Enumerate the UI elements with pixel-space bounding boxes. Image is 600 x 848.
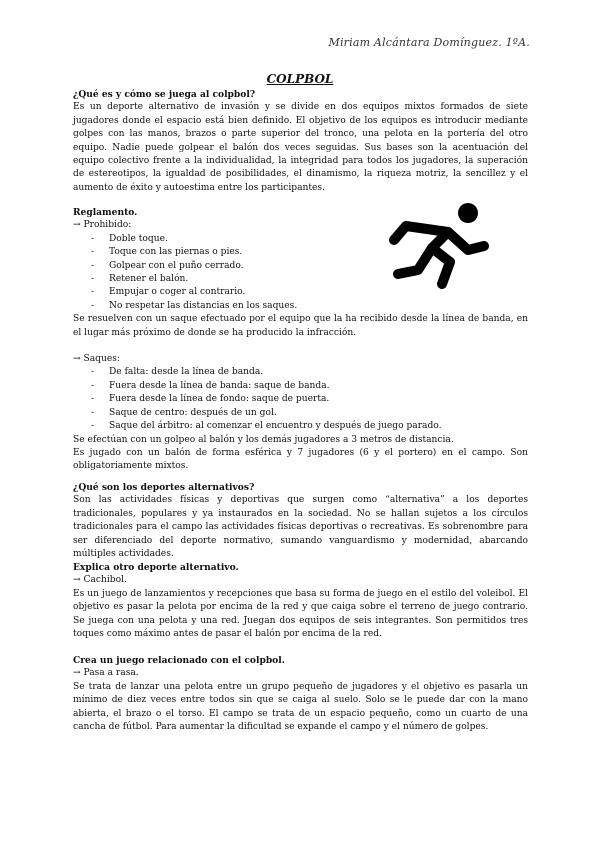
paragraph: Se efectúan con un golpeo al balón y los demás jugadores a 3 metros de distancia. [73,434,454,445]
section-deportes-alternativos [73,481,528,561]
paragraph: Se resuelven con un saque efectuado por el equipo que la ha recibido desde la línea de banda, en el lugar más próximo de donde se ha producido la infracción. [73,314,528,338]
section-heading: ¿Qué es y cómo se juega al colpbol? [73,89,256,100]
section-juego-colpbol [73,654,528,734]
list-item: - Fuera desde la línea de banda: saque de banda. [73,380,528,393]
list-dash: - [91,287,95,298]
list-item: - Fuera desde la línea de fondo: saque de puerta. [73,393,528,406]
paragraph: Es un deporte alternativo de invasión y se divide en dos equipos mixtos formados de siete jugadores donde el espacio está bien definido. El objetivo de los equipos es introducir mediante golpes con las manos, brazos o parte superior del tronco, una pelota en la portería del otro equipo. Nadie puede golpear el balón dos veces seguidas. Sus bases son la acentuación del equipo colectivo frente a la individualidad, la integridad para todos los jugadores, la superación de estereotipos, la igualdad de posibilidades, el dinamismo, la riqueza motriz, la sencillez y el aumento de éxito y autoestima entre los participantes. [73,102,528,193]
section-heading: Crea un juego relacionado con el colpbol. [73,655,285,666]
list-item: - Doble toque. [73,233,528,246]
list-dash: - [91,260,95,271]
page-title: COLPBOL [266,72,334,86]
section-otro-deporte [73,561,528,641]
section-heading: Explica otro deporte alternativo. [73,562,239,573]
author-name: Miriam Alcántara Domínguez. 1ºA. [328,36,530,49]
section-heading: Reglamento. [73,207,138,218]
running-person-icon [380,200,500,290]
list-dash: - [91,300,95,311]
list-item: - Golpear con el puño cerrado. [73,260,528,273]
paragraph: Se trata de lanzar una pelota entre un grupo pequeño de jugadores y el objetivo es pasarla un mínimo de diez veces entre todos sin que se caiga al suelo. Solo se le puede dar con la mano abierta, el brazo o el torso. El campo se trata de un espacio pequeño, como un cuarto de una cancha de fútbol. Para aumentar la dificultad se expande el campo y el número de golpes. [73,681,528,733]
paragraph: Es un juego de lanzamientos y recepciones que basa su forma de juego en el estilo del voleibol. El objetivo es pasar la pelota por encima de la red y que caiga sobre el terreno de juego contrario. Se juega con una pelota y una red. Juegan dos equipos de seis integrantes. Son permitidos tres toques como máximo antes de pasar el balón por encima de la red. [73,588,528,640]
section-colpbol [73,88,528,195]
list-item: - Saque del árbitro: al comenzar el encuentro y después de juego parado. [73,420,528,433]
subheading-saques: → Saques: [73,354,120,365]
list-dash: - [91,233,95,244]
list-item: - Retener el balón. [73,273,528,286]
subheading-prohibido: → Prohibido: [73,220,132,231]
list-dash: - [91,394,95,405]
list-dash: - [91,247,95,258]
paragraph: Es jugado con un balón de forma esférica y 7 jugadores (6 y el portero) en el campo. Son obligatoriamente mixtos. [73,447,528,472]
paragraph: Son las actividades físicas y deportivas que surgen como “alternativa” a los deportes tradicionales, populares y ya instaurados en la sociedad. No se hallan sujetos a los círculos tradicionales para el campo las actividades físicas deportivas o recreativas. Es sobrenombre para ser diferenciado del deporte normativo, sumando vanguardismo y modernidad, abarcando múltiples actividades. [73,495,528,560]
list-dash: - [91,367,95,378]
subheading-cachibol: → Cachibol. [73,575,127,586]
list-item: - No respetar las distancias en los saques. [73,300,528,313]
list-item: - De falta: desde la línea de banda. [73,366,528,379]
list-dash: - [91,407,95,418]
list-dash: - [91,380,95,391]
list-dash: - [91,274,95,285]
list-dash: - [91,421,95,432]
list-item: - Saque de centro: después de un gol. [73,407,528,420]
list-item: - Toque con las piernas o pies. [73,246,528,259]
list-item: - Empujar o coger al contrario. [73,286,528,299]
subheading-pasa-a-rasa: → Pasa a rasa. [73,668,139,679]
section-heading: ¿Qué son los deportes alternativos? [73,482,255,493]
